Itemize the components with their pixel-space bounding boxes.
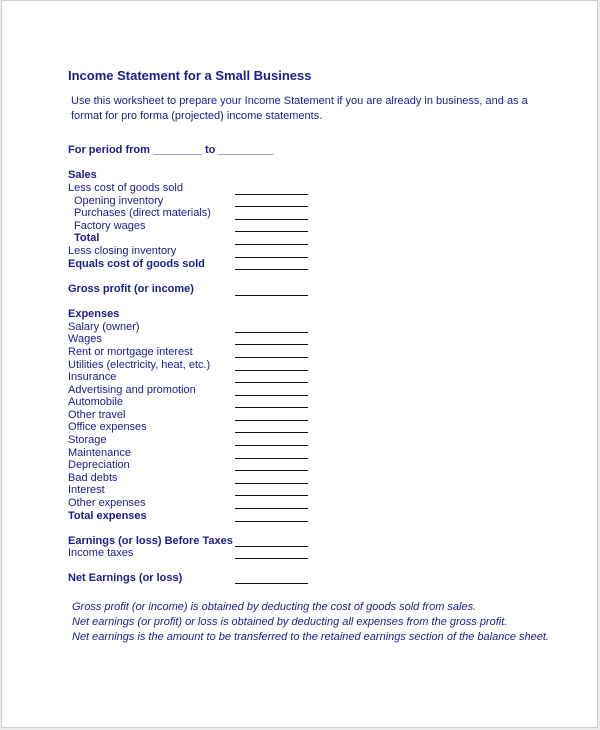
note-gross-profit: Gross profit (or income) is obtained by deducting the cost of goods sold from sales. (72, 601, 477, 613)
less-cogs-label: Less cost of goods sold (68, 182, 183, 194)
net-earnings-blank (235, 583, 308, 584)
period-field: For period from ________ to _________ (68, 144, 274, 156)
less-closing-blank (235, 244, 308, 245)
note-net-earnings-transfer: Net earnings is the amount to be transferred to the retained earnings section of the balance sheet. (72, 631, 549, 643)
equals-cogs-label: Equals cost of goods sold (68, 258, 205, 270)
sales-total-blank (235, 231, 308, 232)
expense-item: Advertising and promotion (68, 384, 196, 396)
expense-item: Bad debts (68, 472, 118, 484)
expense-blank (235, 382, 308, 383)
expense-item: Automobile (68, 396, 124, 408)
expense-item: Utilities (electricity, heat, etc.) (68, 359, 211, 371)
expense-item: Other expenses (68, 497, 146, 509)
purchases-label: Purchases (direct materials) (74, 207, 211, 219)
expense-blank (235, 432, 308, 433)
expense-item: Office expenses (68, 421, 147, 433)
expense-blank (235, 470, 308, 471)
purchases-blank (235, 206, 308, 207)
expense-item: Wages (68, 333, 102, 345)
document-title: Income Statement for a Small Business (68, 68, 312, 83)
factory-wages-label: Factory wages (74, 220, 146, 232)
sales-heading: Sales (68, 169, 97, 181)
document-page (1, 0, 598, 728)
expense-blank (235, 445, 308, 446)
expense-item: Interest (68, 484, 105, 496)
net-earnings-label: Net Earnings (or loss) (68, 572, 183, 584)
expense-blank (235, 357, 308, 358)
earnings-before-taxes-blank (235, 546, 308, 547)
expense-blank (235, 483, 308, 484)
expense-item: Other travel (68, 409, 126, 421)
expense-blank (235, 495, 308, 496)
gross-profit-blank (235, 295, 308, 296)
equals-cogs-blank (235, 257, 308, 258)
expense-blank (235, 370, 308, 371)
gross-profit-label: Gross profit (or income) (68, 283, 194, 295)
less-closing-label: Less closing inventory (68, 245, 177, 257)
expense-blank (235, 395, 308, 396)
income-taxes-label: Income taxes (68, 547, 134, 559)
expense-blank (235, 332, 308, 333)
intro-text: Use this worksheet to prepare your Income Statement if you are already in business, and as a format for pro forma (projected) income statements. (71, 95, 528, 122)
expense-item: Maintenance (68, 447, 131, 459)
expense-blank (235, 344, 308, 345)
expense-item: Insurance (68, 371, 117, 383)
expense-item: Salary (owner) (68, 321, 140, 333)
expense-item: Rent or mortgage interest (68, 346, 193, 358)
income-taxes-blank (235, 558, 308, 559)
expense-blank (235, 420, 308, 421)
sales-final-blank (235, 269, 308, 270)
note-net-earnings-profit: Net earnings (or profit) or loss is obtained by deducting all expenses from the gross profit. (72, 616, 508, 628)
factory-wages-blank (235, 219, 308, 220)
total-expenses-label: Total expenses (68, 510, 147, 522)
expenses-heading: Expenses (68, 308, 120, 320)
expense-blank (235, 508, 308, 509)
expense-item: Storage (68, 434, 107, 446)
opening-inventory-blank (235, 194, 308, 195)
sales-total-label: Total (74, 232, 100, 244)
expense-item: Depreciation (68, 459, 130, 471)
expense-blank (235, 458, 308, 459)
expense-blank (235, 407, 308, 408)
earnings-before-taxes-label: Earnings (or loss) Before Taxes (68, 535, 233, 547)
total-expenses-blank (235, 521, 308, 522)
opening-inventory-label: Opening inventory (74, 195, 164, 207)
